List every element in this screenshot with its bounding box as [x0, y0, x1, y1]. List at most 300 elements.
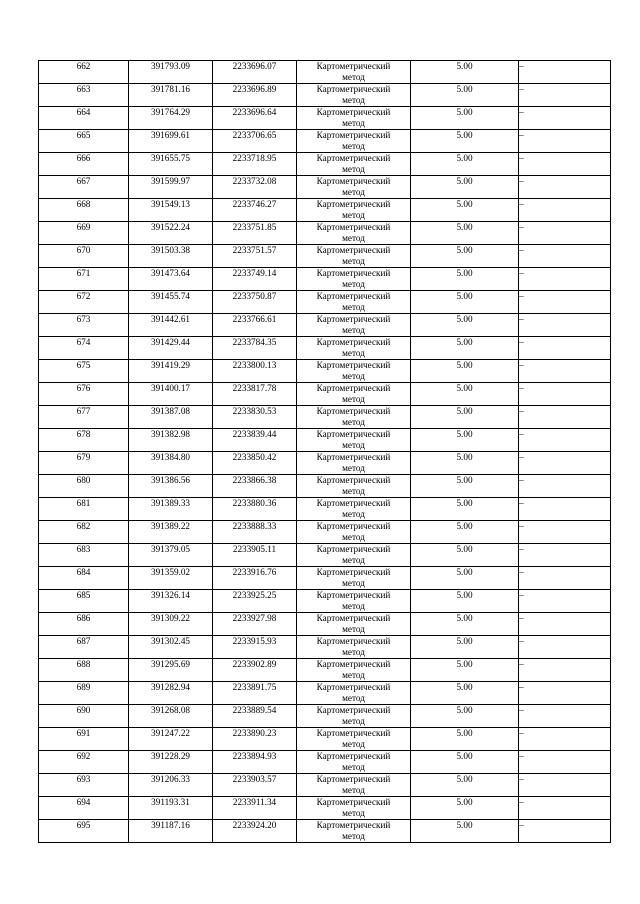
point-number-cell: 666 [39, 153, 129, 176]
accuracy-cell: 5.00 [411, 153, 519, 176]
y-coordinate-cell: 2233784.35 [213, 337, 297, 360]
point-number-cell: 664 [39, 107, 129, 130]
note-cell: – [519, 820, 611, 843]
x-coordinate-cell: 391228.29 [129, 751, 213, 774]
x-coordinate-cell: 391549.13 [129, 199, 213, 222]
method-label-line1: Картометрический [316, 452, 391, 462]
x-coordinate-cell: 391793.09 [129, 61, 213, 84]
accuracy-cell: 5.00 [411, 498, 519, 521]
method-cell [297, 475, 411, 498]
x-coordinate-cell: 391599.97 [129, 176, 213, 199]
table-row [39, 360, 611, 383]
table-row [39, 521, 611, 544]
y-coordinate-cell: 2233800.13 [213, 360, 297, 383]
y-coordinate-cell: 2233696.89 [213, 84, 297, 107]
y-coordinate-cell: 2233749.14 [213, 268, 297, 291]
table-row [39, 567, 611, 590]
method-label-line2: метод [342, 669, 365, 680]
point-number-cell: 668 [39, 199, 129, 222]
y-coordinate-cell: 2233732.08 [213, 176, 297, 199]
method-label-line2: метод [342, 623, 365, 634]
method-label-line2: метод [342, 370, 365, 381]
table-row [39, 774, 611, 797]
point-number-cell: 688 [39, 659, 129, 682]
method-label-line2: метод [342, 163, 365, 174]
accuracy-cell: 5.00 [411, 452, 519, 475]
method-cell [297, 199, 411, 222]
method-label-line1: Картометрический [316, 268, 391, 278]
note-cell: – [519, 521, 611, 544]
coordinates-table-body [39, 61, 611, 843]
method-label-line2: метод [342, 140, 365, 151]
table-row [39, 705, 611, 728]
point-number-cell: 691 [39, 728, 129, 751]
note-cell: – [519, 613, 611, 636]
x-coordinate-cell: 391473.64 [129, 268, 213, 291]
accuracy-cell: 5.00 [411, 751, 519, 774]
y-coordinate-cell: 2233696.64 [213, 107, 297, 130]
method-label-line2: метод [342, 508, 365, 519]
x-coordinate-cell: 391309.22 [129, 613, 213, 636]
table-row [39, 544, 611, 567]
y-coordinate-cell: 2233746.27 [213, 199, 297, 222]
table-row [39, 337, 611, 360]
method-cell [297, 130, 411, 153]
method-label-line1: Картометрический [316, 130, 391, 140]
x-coordinate-cell: 391429.44 [129, 337, 213, 360]
method-label-line2: метод [342, 692, 365, 703]
table-row [39, 222, 611, 245]
note-cell: – [519, 590, 611, 613]
method-label-line2: метод [342, 209, 365, 220]
y-coordinate-cell: 2233905.11 [213, 544, 297, 567]
method-label-line2: метод [342, 347, 365, 358]
method-label-line1: Картометрический [316, 682, 391, 692]
accuracy-cell: 5.00 [411, 314, 519, 337]
table-row [39, 61, 611, 84]
table-row [39, 199, 611, 222]
method-cell [297, 544, 411, 567]
method-cell [297, 84, 411, 107]
table-row [39, 84, 611, 107]
y-coordinate-cell: 2233817.78 [213, 383, 297, 406]
y-coordinate-cell: 2233894.93 [213, 751, 297, 774]
method-label-line1: Картометрический [316, 475, 391, 485]
method-cell [297, 636, 411, 659]
method-cell [297, 774, 411, 797]
x-coordinate-cell: 391384.80 [129, 452, 213, 475]
method-cell [297, 429, 411, 452]
method-label-line1: Картометрический [316, 728, 391, 738]
y-coordinate-cell: 2233891.75 [213, 682, 297, 705]
method-cell [297, 107, 411, 130]
method-label-line1: Картометрический [316, 820, 391, 830]
method-label-line1: Картометрический [316, 314, 391, 324]
x-coordinate-cell: 391400.17 [129, 383, 213, 406]
note-cell: – [519, 107, 611, 130]
note-cell: – [519, 153, 611, 176]
method-cell [297, 705, 411, 728]
x-coordinate-cell: 391295.69 [129, 659, 213, 682]
x-coordinate-cell: 391326.14 [129, 590, 213, 613]
point-number-cell: 677 [39, 406, 129, 429]
method-label-line1: Картометрический [316, 222, 391, 232]
accuracy-cell: 5.00 [411, 199, 519, 222]
accuracy-cell: 5.00 [411, 728, 519, 751]
point-number-cell: 680 [39, 475, 129, 498]
point-number-cell: 686 [39, 613, 129, 636]
method-cell [297, 245, 411, 268]
accuracy-cell: 5.00 [411, 406, 519, 429]
x-coordinate-cell: 391359.02 [129, 567, 213, 590]
accuracy-cell: 5.00 [411, 84, 519, 107]
method-cell [297, 176, 411, 199]
method-cell [297, 61, 411, 84]
note-cell: – [519, 705, 611, 728]
point-number-cell: 670 [39, 245, 129, 268]
x-coordinate-cell: 391699.61 [129, 130, 213, 153]
x-coordinate-cell: 391503.38 [129, 245, 213, 268]
table-row [39, 613, 611, 636]
method-label-line2: метод [342, 462, 365, 473]
note-cell: – [519, 682, 611, 705]
method-label-line1: Картометрический [316, 590, 391, 600]
point-number-cell: 683 [39, 544, 129, 567]
x-coordinate-cell: 391442.61 [129, 314, 213, 337]
method-cell [297, 567, 411, 590]
method-label-line1: Картометрический [316, 176, 391, 186]
accuracy-cell: 5.00 [411, 705, 519, 728]
x-coordinate-cell: 391206.33 [129, 774, 213, 797]
note-cell: – [519, 751, 611, 774]
y-coordinate-cell: 2233830.53 [213, 406, 297, 429]
table-row [39, 498, 611, 521]
method-cell [297, 498, 411, 521]
method-label-line2: метод [342, 232, 365, 243]
table-row [39, 590, 611, 613]
note-cell: – [519, 797, 611, 820]
point-number-cell: 682 [39, 521, 129, 544]
point-number-cell: 690 [39, 705, 129, 728]
note-cell: – [519, 84, 611, 107]
method-cell [297, 751, 411, 774]
y-coordinate-cell: 2233766.61 [213, 314, 297, 337]
accuracy-cell: 5.00 [411, 268, 519, 291]
note-cell: – [519, 61, 611, 84]
table-row [39, 797, 611, 820]
y-coordinate-cell: 2233751.57 [213, 245, 297, 268]
table-row [39, 268, 611, 291]
note-cell: – [519, 728, 611, 751]
method-cell [297, 820, 411, 843]
accuracy-cell: 5.00 [411, 107, 519, 130]
point-number-cell: 687 [39, 636, 129, 659]
accuracy-cell: 5.00 [411, 820, 519, 843]
point-number-cell: 672 [39, 291, 129, 314]
y-coordinate-cell: 2233880.36 [213, 498, 297, 521]
method-cell [297, 383, 411, 406]
note-cell: – [519, 268, 611, 291]
method-label-line2: метод [342, 738, 365, 749]
note-cell: – [519, 199, 611, 222]
x-coordinate-cell: 391655.75 [129, 153, 213, 176]
note-cell: – [519, 774, 611, 797]
method-label-line1: Картометрический [316, 498, 391, 508]
method-label-line2: метод [342, 531, 365, 542]
method-label-line2: метод [342, 439, 365, 450]
note-cell: – [519, 337, 611, 360]
table-row [39, 475, 611, 498]
x-coordinate-cell: 391781.16 [129, 84, 213, 107]
method-cell [297, 291, 411, 314]
x-coordinate-cell: 391193.31 [129, 797, 213, 820]
y-coordinate-cell: 2233890.23 [213, 728, 297, 751]
method-cell [297, 682, 411, 705]
accuracy-cell: 5.00 [411, 774, 519, 797]
y-coordinate-cell: 2233888.33 [213, 521, 297, 544]
method-label-line2: метод [342, 600, 365, 611]
method-label-line2: метод [342, 324, 365, 335]
method-label-line2: метод [342, 577, 365, 588]
note-cell: – [519, 636, 611, 659]
point-number-cell: 692 [39, 751, 129, 774]
table-row [39, 107, 611, 130]
table-row [39, 291, 611, 314]
accuracy-cell: 5.00 [411, 245, 519, 268]
method-label-line1: Картометрический [316, 383, 391, 393]
point-number-cell: 679 [39, 452, 129, 475]
x-coordinate-cell: 391382.98 [129, 429, 213, 452]
method-label-line1: Картометрический [316, 360, 391, 370]
x-coordinate-cell: 391247.22 [129, 728, 213, 751]
y-coordinate-cell: 2233889.54 [213, 705, 297, 728]
accuracy-cell: 5.00 [411, 521, 519, 544]
method-label-line1: Картометрический [316, 406, 391, 416]
x-coordinate-cell: 391282.94 [129, 682, 213, 705]
method-cell [297, 314, 411, 337]
method-cell [297, 728, 411, 751]
table-row [39, 682, 611, 705]
accuracy-cell: 5.00 [411, 383, 519, 406]
table-row [39, 153, 611, 176]
accuracy-cell: 5.00 [411, 475, 519, 498]
method-label-line1: Картометрический [316, 429, 391, 439]
method-cell [297, 521, 411, 544]
table-row [39, 406, 611, 429]
method-label-line2: метод [342, 416, 365, 427]
x-coordinate-cell: 391379.05 [129, 544, 213, 567]
point-number-cell: 671 [39, 268, 129, 291]
method-cell [297, 222, 411, 245]
note-cell: – [519, 314, 611, 337]
point-number-cell: 693 [39, 774, 129, 797]
accuracy-cell: 5.00 [411, 544, 519, 567]
method-label-line2: метод [342, 301, 365, 312]
note-cell: – [519, 498, 611, 521]
x-coordinate-cell: 391187.16 [129, 820, 213, 843]
method-label-line1: Картометрический [316, 61, 391, 71]
note-cell: – [519, 176, 611, 199]
accuracy-cell: 5.00 [411, 222, 519, 245]
method-label-line2: метод [342, 94, 365, 105]
table-row [39, 429, 611, 452]
note-cell: – [519, 567, 611, 590]
note-cell: – [519, 291, 611, 314]
y-coordinate-cell: 2233718.95 [213, 153, 297, 176]
method-label-line1: Картометрический [316, 636, 391, 646]
method-label-line2: метод [342, 715, 365, 726]
point-number-cell: 669 [39, 222, 129, 245]
method-cell [297, 406, 411, 429]
method-label-line1: Картометрический [316, 797, 391, 807]
point-number-cell: 667 [39, 176, 129, 199]
method-cell [297, 452, 411, 475]
method-label-line1: Картометрический [316, 751, 391, 761]
accuracy-cell: 5.00 [411, 590, 519, 613]
method-label-line2: метод [342, 117, 365, 128]
table-row [39, 383, 611, 406]
note-cell: – [519, 222, 611, 245]
table-row [39, 751, 611, 774]
note-cell: – [519, 429, 611, 452]
y-coordinate-cell: 2233750.87 [213, 291, 297, 314]
accuracy-cell: 5.00 [411, 567, 519, 590]
x-coordinate-cell: 391268.08 [129, 705, 213, 728]
method-label-line2: метод [342, 255, 365, 266]
method-label-line1: Картометрический [316, 107, 391, 117]
note-cell: – [519, 406, 611, 429]
y-coordinate-cell: 2233839.44 [213, 429, 297, 452]
table-row [39, 659, 611, 682]
method-label-line1: Картометрический [316, 521, 391, 531]
method-label-line2: метод [342, 830, 365, 841]
point-number-cell: 689 [39, 682, 129, 705]
method-label-line1: Картометрический [316, 567, 391, 577]
x-coordinate-cell: 391522.24 [129, 222, 213, 245]
method-cell [297, 659, 411, 682]
y-coordinate-cell: 2233925.25 [213, 590, 297, 613]
point-number-cell: 665 [39, 130, 129, 153]
coordinates-table [38, 60, 611, 843]
method-label-line1: Картометрический [316, 84, 391, 94]
note-cell: – [519, 659, 611, 682]
method-label-line2: метод [342, 646, 365, 657]
accuracy-cell: 5.00 [411, 682, 519, 705]
x-coordinate-cell: 391419.29 [129, 360, 213, 383]
method-label-line2: метод [342, 784, 365, 795]
table-row [39, 176, 611, 199]
note-cell: – [519, 544, 611, 567]
table-row [39, 452, 611, 475]
x-coordinate-cell: 391455.74 [129, 291, 213, 314]
method-label-line2: метод [342, 278, 365, 289]
method-label-line2: метод [342, 186, 365, 197]
point-number-cell: 684 [39, 567, 129, 590]
method-label-line2: метод [342, 807, 365, 818]
method-cell [297, 613, 411, 636]
method-cell [297, 360, 411, 383]
method-cell [297, 337, 411, 360]
accuracy-cell: 5.00 [411, 429, 519, 452]
method-label-line1: Картометрический [316, 291, 391, 301]
y-coordinate-cell: 2233696.07 [213, 61, 297, 84]
method-cell [297, 590, 411, 613]
table-row [39, 245, 611, 268]
method-label-line2: метод [342, 554, 365, 565]
y-coordinate-cell: 2233915.93 [213, 636, 297, 659]
y-coordinate-cell: 2233916.76 [213, 567, 297, 590]
table-row [39, 728, 611, 751]
accuracy-cell: 5.00 [411, 360, 519, 383]
accuracy-cell: 5.00 [411, 130, 519, 153]
y-coordinate-cell: 2233911.34 [213, 797, 297, 820]
accuracy-cell: 5.00 [411, 176, 519, 199]
x-coordinate-cell: 391302.45 [129, 636, 213, 659]
method-label-line2: метод [342, 71, 365, 82]
method-label-line1: Картометрический [316, 613, 391, 623]
method-label-line1: Картометрический [316, 705, 391, 715]
accuracy-cell: 5.00 [411, 659, 519, 682]
method-label-line1: Картометрический [316, 544, 391, 554]
method-label-line1: Картометрический [316, 245, 391, 255]
point-number-cell: 676 [39, 383, 129, 406]
y-coordinate-cell: 2233903.57 [213, 774, 297, 797]
note-cell: – [519, 383, 611, 406]
point-number-cell: 694 [39, 797, 129, 820]
method-cell [297, 268, 411, 291]
y-coordinate-cell: 2233850.42 [213, 452, 297, 475]
note-cell: – [519, 475, 611, 498]
method-cell [297, 797, 411, 820]
method-label-line1: Картометрический [316, 199, 391, 209]
accuracy-cell: 5.00 [411, 337, 519, 360]
point-number-cell: 673 [39, 314, 129, 337]
accuracy-cell: 5.00 [411, 797, 519, 820]
table-row [39, 314, 611, 337]
accuracy-cell: 5.00 [411, 61, 519, 84]
y-coordinate-cell: 2233902.89 [213, 659, 297, 682]
y-coordinate-cell: 2233924.20 [213, 820, 297, 843]
point-number-cell: 662 [39, 61, 129, 84]
y-coordinate-cell: 2233927.98 [213, 613, 297, 636]
accuracy-cell: 5.00 [411, 636, 519, 659]
method-label-line2: метод [342, 393, 365, 404]
accuracy-cell: 5.00 [411, 613, 519, 636]
method-label-line1: Картометрический [316, 337, 391, 347]
point-number-cell: 685 [39, 590, 129, 613]
point-number-cell: 663 [39, 84, 129, 107]
x-coordinate-cell: 391389.22 [129, 521, 213, 544]
point-number-cell: 678 [39, 429, 129, 452]
note-cell: – [519, 130, 611, 153]
method-label-line1: Картометрический [316, 153, 391, 163]
point-number-cell: 681 [39, 498, 129, 521]
point-number-cell: 695 [39, 820, 129, 843]
table-row [39, 636, 611, 659]
method-label-line2: метод [342, 485, 365, 496]
point-number-cell: 675 [39, 360, 129, 383]
x-coordinate-cell: 391386.56 [129, 475, 213, 498]
note-cell: – [519, 452, 611, 475]
note-cell: – [519, 360, 611, 383]
accuracy-cell: 5.00 [411, 291, 519, 314]
method-label-line1: Картометрический [316, 774, 391, 784]
method-cell [297, 153, 411, 176]
method-label-line2: метод [342, 761, 365, 772]
table-row [39, 130, 611, 153]
point-number-cell: 674 [39, 337, 129, 360]
method-label-line1: Картометрический [316, 659, 391, 669]
